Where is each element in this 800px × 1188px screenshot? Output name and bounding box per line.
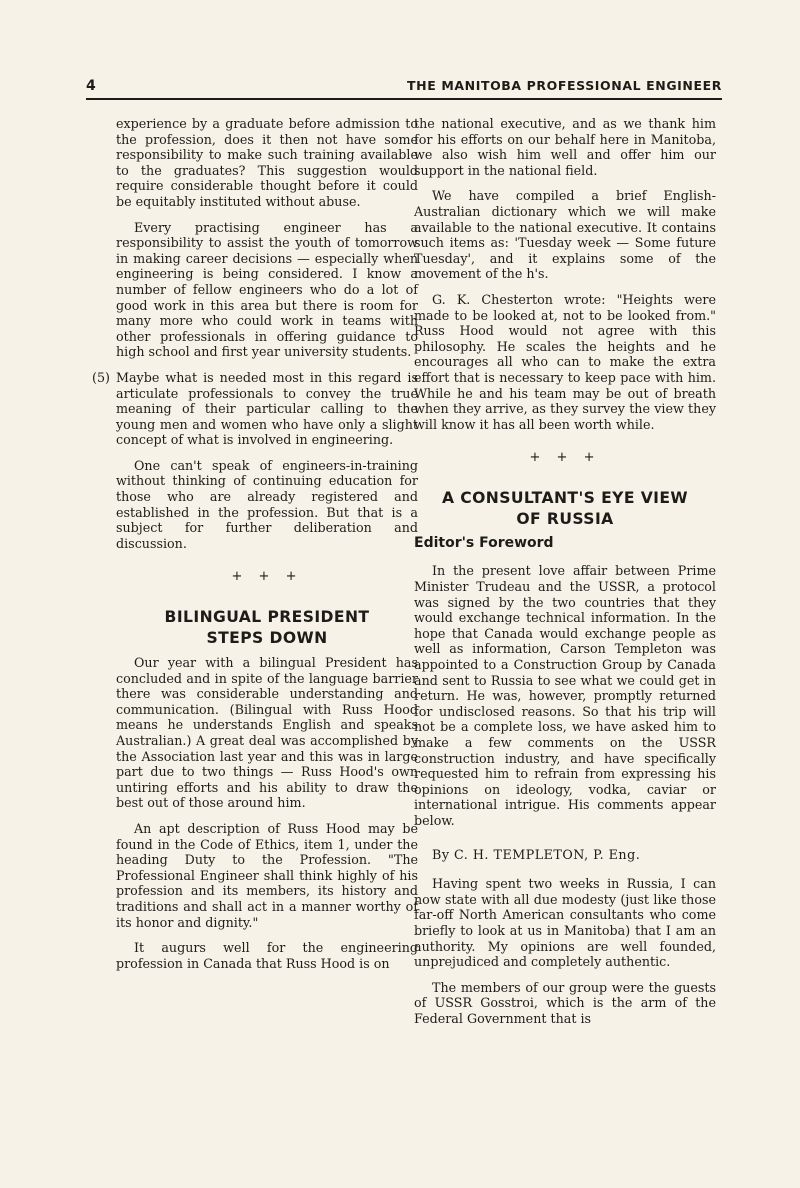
paragraph-continuing-education: One can't speak of engineers-in-training without thinking of continuing education for those who are already registered and established in the profession. But that is a subject for further deliberation and discussion. bbox=[116, 457, 418, 551]
article-paragraph: Having spent two weeks in Russia, I can now state with all due modesty (just like those far-off North American consultants who come briefly to look at us in Manitoba) that I am an authority. My opinions are well founded, unprejudiced and completely authentic. bbox=[414, 876, 716, 970]
article-paragraph: We have compiled a brief English-Australian dictionary which we will make available to the national executive. It contains such items as: 'Tuesday week — Some future Tuesday', and it explains some of the movement of the h's. bbox=[414, 188, 716, 282]
article-title-line: STEPS DOWN bbox=[206, 629, 328, 648]
article-paragraph: G. K. Chesterton wrote: "Heights were made to be looked at, not to be looked from." Russ Hood would not agree with this philosophy. He scales the heights and he encourages all who can to make the extra effort that is necessary to keep pace with him. While he and his team may be out of breath when they arrive, as they survey the view they will know it has all been worth while. bbox=[414, 291, 716, 432]
article-title-line: A CONSULTANT'S EYE VIEW bbox=[441, 488, 689, 507]
article-paragraph: An apt description of Russ Hood may be found in the Code of Ethics, item 1, under the heading Duty to the Profession. "The Professional Engineer shall think highly of his profession and its members, its history and traditions and shall act in a manner worthy of its honor and dignity." bbox=[116, 820, 418, 930]
paragraph-continued: experience by a graduate before admission to the profession, does it then not have some responsibility to make such training available to the graduates? This suggestion would require considerable thought before it could be equitably instituted without abuse. bbox=[116, 116, 418, 209]
article-paragraph: In the present love affair between Prime Minister Trudeau and the USSR, a protocol was signed by the two countries that they would exchange technical information. In the hope that Canada would exchange people as well as information, Carson Templeton was appointed to a Construction Group by Canada and sent to Russia to see what we could get in return. He was, however, promptly returned for undisclosed reasons. So that his trip will not be a complete loss, we have asked him to make a few comments on the USSR construction industry, and have specifically requested him to refrain from expressing his opinions on ideology, vodka, caviar or international intrigue. His comments appear below. bbox=[414, 563, 716, 828]
section-separator: + + + bbox=[231, 569, 303, 585]
subheading-editors-foreword: Editor's Foreword bbox=[414, 534, 554, 551]
article-paragraph: It augurs well for the engineering profession in Canada that Russ Hood is on bbox=[116, 940, 418, 971]
page-header bbox=[86, 78, 722, 98]
left-column bbox=[92, 116, 418, 981]
item-number: (5) bbox=[92, 369, 110, 385]
section-separator: + + + bbox=[529, 450, 601, 466]
article-title-line: BILINGUAL PRESIDENT bbox=[164, 608, 370, 627]
byline: By C. H. TEMPLETON, P. Eng. bbox=[432, 846, 641, 862]
article-title-consultants-eye-view bbox=[414, 488, 716, 530]
paragraph-practising-engineer: Every practising engineer has a responsibility to assist the youth of tomorrow in making career decisions — especially when engineering is being considered. I know a number of fellow engineers who do a lot of good work in this area but there is room for many more who could work in teams with other professionals in offering guidance to high school and first year university students. bbox=[116, 219, 418, 360]
item-text: Maybe what is needed most in this regard is articulate professionals to convey the true meaning of their particular calling to the young men and women who have only a slight concept of what is involved in engineering. bbox=[116, 369, 418, 448]
running-title: THE MANITOBA PROFESSIONAL ENGINEER bbox=[407, 78, 722, 93]
numbered-item-5 bbox=[92, 370, 418, 448]
article-paragraph: The members of our group were the guests of USSR Gosstroi, which is the arm of the Federal Government that is bbox=[414, 979, 716, 1026]
page-number: 4 bbox=[86, 78, 96, 94]
article-paragraph: Our year with a bilingual President has concluded and in spite of the language barrier there was considerable understanding and communication. (Bilingual with Russ Hood means he understands English and speaks Australian.) A great deal was accomplished by the Association last year and this was in large part due to two things — Russ Hood's own untiring efforts and his ability to draw the best out of those around him. bbox=[116, 655, 418, 811]
right-column bbox=[414, 116, 716, 1037]
article-paragraph: the national executive, and as we thank him for his efforts on our behalf here in Manitoba, we also wish him well and offer him our support in the national field. bbox=[414, 116, 716, 178]
article-title-bilingual-president bbox=[116, 607, 418, 649]
header-rule bbox=[86, 98, 722, 100]
article-title-line: OF RUSSIA bbox=[516, 509, 614, 528]
